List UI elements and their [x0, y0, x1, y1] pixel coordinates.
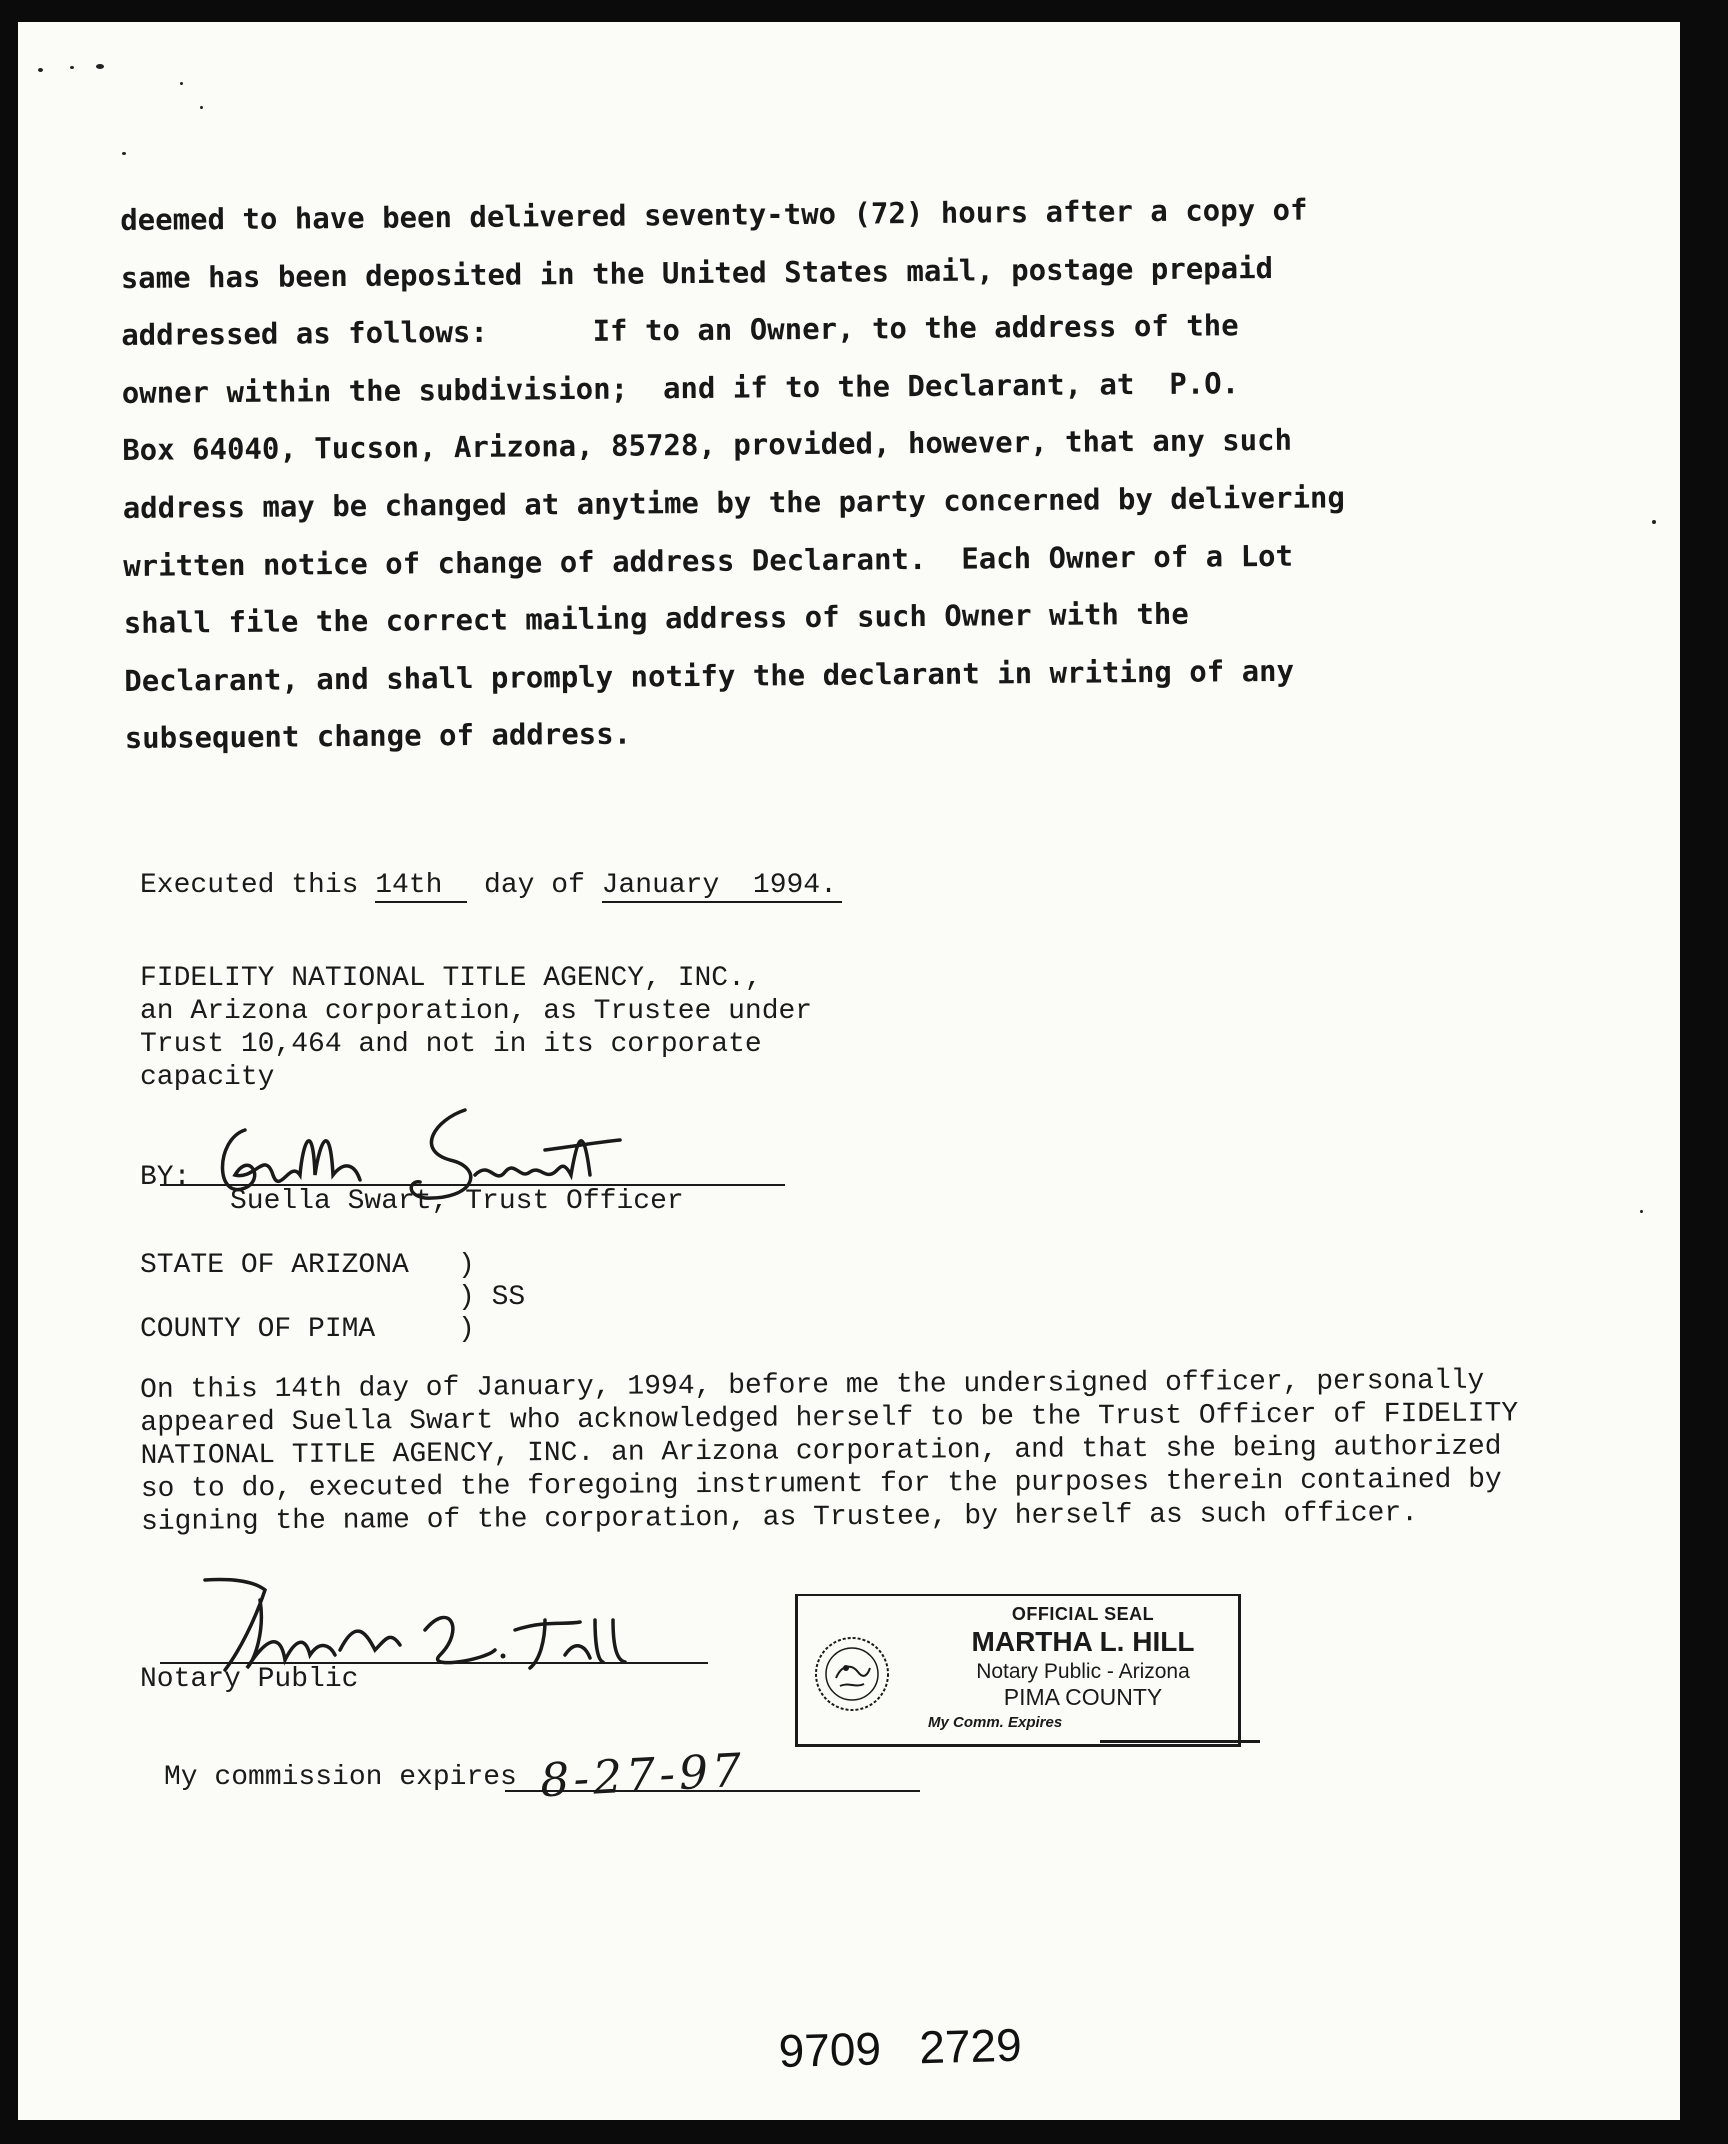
- execution-day: 14th: [375, 870, 467, 903]
- acknowledgment-line: signing the name of the corporation, as Trustee, by herself as such officer.: [140, 1498, 1419, 1538]
- venue-ss: ) SS: [458, 1282, 526, 1313]
- paragraph-line: Box 64040, Tucson, Arizona, 85728, provided, however, that any such: [122, 423, 1293, 468]
- commission-date: 8-27-97: [538, 1742, 747, 1808]
- paragraph-line: same has been deposited in the United States mail, postage prepaid: [120, 250, 1274, 295]
- paragraph-line: addressed as follows: If to an Owner, to the address of the: [121, 308, 1239, 353]
- trustee-line: an Arizona corporation, as Trustee under: [140, 996, 813, 1027]
- by-label: BY:: [140, 1162, 191, 1193]
- seal-title: OFFICIAL SEAL: [1011, 1604, 1155, 1624]
- commission-label: My commission expires: [164, 1762, 517, 1793]
- seal-underline: [1100, 1740, 1260, 1743]
- scan-speck: [70, 66, 74, 69]
- notice-paragraph: [120, 180, 1545, 768]
- document-number: 9709 2729: [778, 2018, 1023, 2077]
- scan-speck: [122, 152, 126, 155]
- seal-role: Notary Public - Arizona: [976, 1660, 1190, 1683]
- execution-prefix: Executed this: [140, 870, 376, 901]
- venue-county: COUNTY OF PIMA: [140, 1314, 376, 1345]
- paragraph-line: subsequent change of address.: [124, 716, 632, 756]
- acknowledgment-paragraph: [140, 1364, 1581, 1539]
- scan-speck: [38, 68, 43, 72]
- seal-emblem-icon: [812, 1634, 892, 1714]
- paragraph-line: shall file the correct mailing address of such Owner with the: [123, 596, 1189, 641]
- scan-speck: [1640, 1210, 1643, 1213]
- venue-paren: ): [458, 1314, 475, 1345]
- signer-caption: Suella Swart, Trust Officer: [230, 1186, 684, 1217]
- seal-expires: My Comm. Expires: [928, 1714, 1063, 1731]
- scan-speck: [200, 106, 203, 109]
- execution-line: [140, 870, 842, 903]
- paragraph-line: deemed to have been delivered seventy-two (72) hours after a copy of: [120, 192, 1308, 237]
- notary-label: Notary Public: [140, 1664, 359, 1695]
- execution-date: January 1994.: [602, 870, 842, 903]
- acknowledgment-line: appeared Suella Swart who acknowledged herself to be the Trust Officer of FIDELITY: [140, 1398, 1519, 1439]
- trustee-block: [140, 962, 1040, 1094]
- paragraph-line: Declarant, and shall promply notify the declarant in writing of any: [124, 653, 1295, 698]
- trustee-line: FIDELITY NATIONAL TITLE AGENCY, INC.,: [140, 963, 762, 994]
- scan-speck: [180, 82, 183, 85]
- trustee-line: capacity: [140, 1062, 275, 1093]
- venue-block: [140, 1250, 740, 1360]
- acknowledgment-line: On this 14th day of January, 1994, before me the undersigned officer, personally: [140, 1365, 1485, 1406]
- seal-county: PIMA COUNTY: [1003, 1684, 1163, 1710]
- seal-notary-name: MARTHA L. HILL: [971, 1626, 1195, 1657]
- acknowledgment-line: so to do, executed the foregoing instrument for the purposes therein contained by: [140, 1464, 1502, 1505]
- paragraph-line: address may be changed at anytime by the party concerned by delivering: [122, 480, 1346, 525]
- venue-paren: ): [458, 1250, 475, 1281]
- venue-state: STATE OF ARIZONA: [140, 1250, 409, 1281]
- trustee-line: Trust 10,464 and not in its corporate: [140, 1029, 762, 1060]
- scan-speck: [1652, 520, 1656, 524]
- official-seal: [795, 1594, 1241, 1747]
- scan-speck: [96, 64, 104, 69]
- paragraph-line: written notice of change of address Declarant. Each Owner of a Lot: [123, 538, 1294, 583]
- acknowledgment-line: NATIONAL TITLE AGENCY, INC. an Arizona corporation, and that she being authorized: [140, 1431, 1502, 1472]
- execution-middle: day of: [467, 870, 602, 901]
- paragraph-line: owner within the subdivision; and if to the Declarant, at P.O.: [121, 366, 1240, 410]
